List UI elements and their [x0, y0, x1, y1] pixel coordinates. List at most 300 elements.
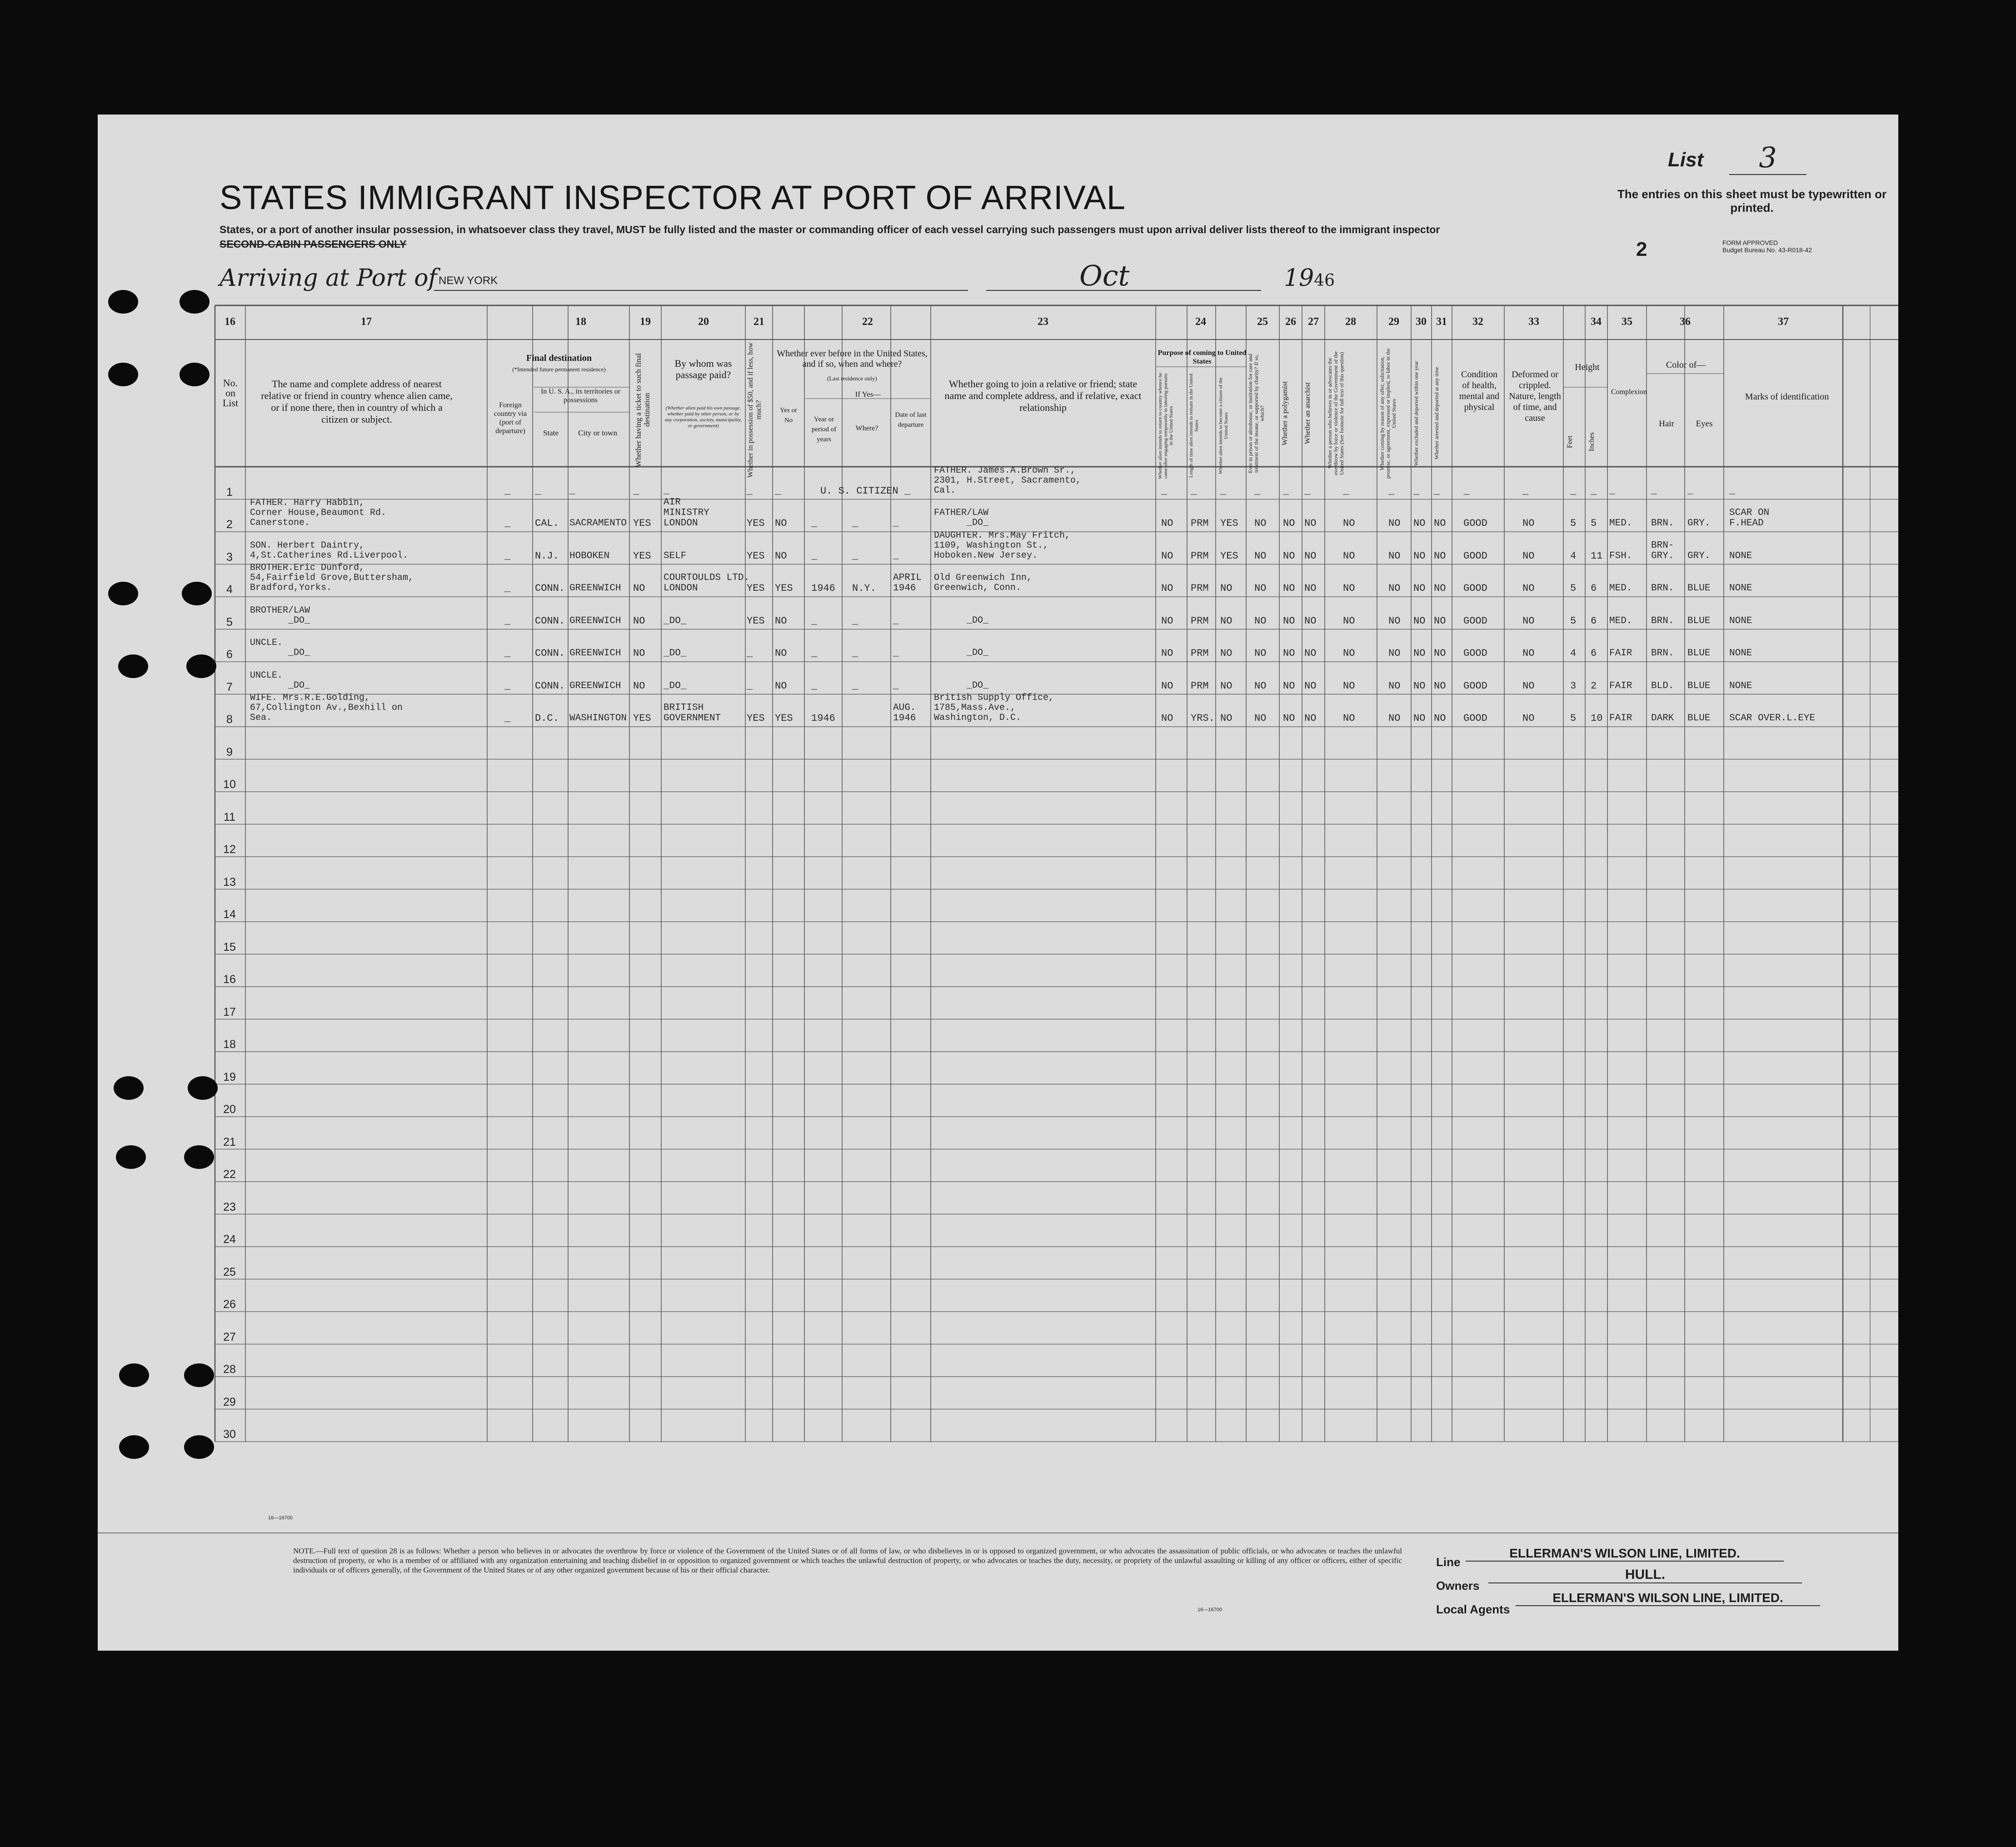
- cell-before-date: _: [893, 680, 899, 691]
- cell-anarchist: NO: [1304, 648, 1317, 659]
- cell-overthrow: NO: [1343, 680, 1355, 692]
- row-number: 18: [223, 1038, 236, 1051]
- cell-height-inches: 6: [1591, 583, 1597, 594]
- header-nearest-relative: The name and complete address of nearest relative or friend in country whence alien came, or if none there, then in country of which a citizen or subject.: [261, 378, 453, 425]
- punch-hole: [184, 1145, 214, 1169]
- cell-polygamist: NO: [1283, 680, 1295, 692]
- cell-dest-city: _: [569, 485, 575, 496]
- cell-marks: NONE: [1729, 680, 1752, 691]
- header-date-departure: Date of last departure: [895, 411, 927, 429]
- cell-passage-paid: SELF: [664, 550, 687, 561]
- cell-nearest-relative: FATHER. Harry Habbin, Corner House,Beaumont Rd. Canerstone.: [250, 498, 387, 528]
- header-ticket: Whether having a ticket to such final destination: [634, 353, 651, 467]
- cell-purpose-citizen: YES: [1220, 550, 1238, 562]
- cell-dest-city: GREENWICH: [569, 583, 621, 594]
- cell-prison: NO: [1254, 615, 1267, 627]
- cell-foreign-country: _: [504, 583, 511, 594]
- header-marks: Marks of identification: [1745, 392, 1829, 402]
- cell-passage-paid: BRITISH GOVERNMENT: [664, 703, 721, 724]
- cell-excluded: NO: [1413, 713, 1426, 724]
- cell-health: GOOD: [1463, 680, 1487, 692]
- cell-labor-offer: NO: [1388, 648, 1401, 659]
- row-number: 28: [223, 1363, 236, 1376]
- local-agents-label: Local Agents: [1436, 1602, 1510, 1616]
- cell-dest-city: SACRAMENTO: [569, 518, 627, 529]
- cell-dest-state: N.J.: [535, 550, 559, 562]
- cell-excluded: NO: [1413, 583, 1426, 594]
- cell-going-to-join: DAUGHTER. Mrs.May Fritch, 1109, Washington St., Hoboken.New Jersey.: [934, 530, 1071, 561]
- row-number: 8: [226, 713, 233, 726]
- row-number: 15: [223, 940, 236, 953]
- cell-passage-paid: _: [664, 485, 669, 496]
- header-excluded: Whether excluded and deported within one year: [1413, 361, 1419, 466]
- cell-polygamist: NO: [1283, 713, 1295, 724]
- form-title: STATES IMMIGRANT INSPECTOR AT PORT OF ARRIVAL: [220, 179, 1126, 216]
- cell-us-citizen-note: U. S. CITIZEN _: [820, 485, 911, 497]
- cell-before-year: _: [811, 680, 818, 692]
- cell-dest-state: CONN.: [535, 615, 565, 627]
- punch-hole: [186, 654, 216, 678]
- cell-purpose-length: PRM: [1191, 583, 1209, 594]
- cell-excluded: NO: [1413, 518, 1426, 529]
- column-number: 28: [1345, 316, 1356, 328]
- header-overthrow: Whether a person who believes in or advocates the overthrow by force or violence of the Government of the United States (See footnote for full text of this question): [1327, 351, 1345, 475]
- column-number: 19: [640, 316, 651, 328]
- cell-deformed: NO: [1522, 518, 1535, 529]
- header-purpose-return: Whether alien intends to return to country whence he came after engaging temporarily in laboring pursuits in the United States: [1158, 373, 1174, 479]
- punch-hole: [119, 1435, 149, 1459]
- cell-polygamist: _: [1283, 485, 1289, 497]
- list-label: List: [1668, 149, 1704, 171]
- cell-dest-state: CONN.: [535, 583, 565, 594]
- cell-health: GOOD: [1463, 518, 1487, 529]
- header-city: City or town: [578, 429, 617, 437]
- cell-eyes: BLUE: [1687, 615, 1711, 626]
- local-agents-value: ELLERMAN'S WILSON LINE, LIMITED.: [1516, 1591, 1820, 1606]
- column-number: 32: [1472, 316, 1483, 328]
- cell-excluded: NO: [1413, 550, 1426, 562]
- row-number: 12: [223, 843, 236, 856]
- cell-complexion: _: [1609, 485, 1615, 496]
- cell-ticket: _: [633, 485, 639, 497]
- cell-before-yes-no: YES: [775, 713, 793, 724]
- column-number: 16: [225, 316, 235, 328]
- cell-eyes: BLUE: [1687, 680, 1711, 691]
- header-yes-or-no: Yes or No: [779, 407, 798, 424]
- cell-foreign-country: _: [504, 615, 511, 627]
- column-number: 35: [1622, 316, 1632, 328]
- cell-before-where: _: [852, 615, 858, 627]
- column-number: 17: [361, 316, 372, 328]
- cell-eyes: BLUE: [1687, 713, 1711, 724]
- cell-prison: NO: [1254, 518, 1267, 529]
- cell-money: YES: [747, 615, 765, 627]
- header-ever-before: Whether ever before in the United States, and if so, when and where?: [777, 349, 928, 369]
- cell-money: _: [747, 648, 753, 659]
- cell-health: GOOD: [1463, 648, 1487, 659]
- cell-prison: NO: [1254, 648, 1267, 659]
- row-number: 30: [223, 1428, 236, 1441]
- cell-labor-offer: _: [1388, 485, 1395, 497]
- cell-before-where: N.Y.: [852, 583, 876, 594]
- cell-before-date: AUG. 1946: [893, 703, 916, 724]
- cell-money: _: [747, 485, 753, 497]
- column-number: 37: [1778, 316, 1789, 328]
- cell-hair: _: [1651, 485, 1657, 496]
- cell-complexion: MED.: [1609, 615, 1632, 626]
- cell-going-to-join: _DO_: [934, 615, 989, 626]
- column-number: 24: [1195, 316, 1206, 328]
- header-where: Where?: [855, 424, 878, 432]
- form-subtitle: States, or a port of another insular possession, in whatsoever class they travel, MUST be fully listed and the master or commanding officer of each vessel carrying such passengers must upon arrival deliver lists thereof to the immigrant inspector: [220, 224, 1440, 235]
- cell-anarchist: NO: [1304, 583, 1317, 594]
- cell-passage-paid: _DO_: [664, 615, 687, 626]
- header-health: Condition of health, mental and physical: [1459, 369, 1500, 412]
- row-number: 11: [224, 810, 235, 824]
- header-passage-paid-note: (Whether alien paid his own passage, whether paid by other person, or by any corporation, society, municipality, or government): [664, 405, 742, 429]
- cell-excluded: NO: [1413, 648, 1426, 659]
- punch-hole: [116, 1145, 146, 1169]
- cell-before-date: _: [893, 518, 899, 529]
- cell-hair: BRN.: [1651, 615, 1674, 626]
- column-number: 20: [698, 316, 709, 328]
- cell-labor-offer: NO: [1388, 518, 1401, 529]
- cell-hair: DARK: [1651, 713, 1674, 724]
- header-complexion: Complexion: [1611, 388, 1647, 396]
- cell-purpose-return: NO: [1161, 615, 1173, 627]
- arriving-label: Arriving at Port of: [220, 265, 437, 292]
- column-number: 30: [1416, 316, 1427, 328]
- header-state: State: [543, 429, 559, 437]
- row-number: 9: [226, 745, 233, 759]
- row-number: 24: [223, 1233, 236, 1246]
- cell-height-feet: _: [1570, 485, 1577, 497]
- cell-labor-offer: NO: [1388, 550, 1401, 562]
- header-eyes: Eyes: [1696, 419, 1713, 429]
- punch-hole: [108, 582, 138, 605]
- header-foreign-country: Foreign country via (port of departure): [494, 401, 527, 435]
- cell-marks: NONE: [1729, 550, 1752, 561]
- cell-before-year: _: [811, 615, 818, 627]
- cell-overthrow: NO: [1343, 615, 1355, 627]
- header-if-yes: If Yes—: [855, 390, 881, 399]
- cell-dest-state: CAL.: [535, 518, 559, 529]
- cell-ticket: NO: [633, 583, 645, 594]
- cell-complexion: MED.: [1609, 583, 1632, 594]
- cell-going-to-join: British Supply Office, 1785,Mass.Ave., Washington, D.C.: [934, 693, 1054, 723]
- header-year: Year or period of years: [811, 416, 837, 443]
- cell-eyes: BLUE: [1687, 583, 1711, 594]
- cell-foreign-country: _: [504, 713, 511, 724]
- header-anarchist: Whether an anarchist: [1304, 382, 1312, 444]
- cell-overthrow: NO: [1343, 648, 1355, 659]
- cell-overthrow: _: [1343, 485, 1349, 497]
- cell-height-inches: 11: [1591, 550, 1603, 562]
- cell-polygamist: NO: [1283, 615, 1295, 627]
- cell-money: YES: [747, 518, 765, 529]
- typewritten-instruction: The entries on this sheet must be typewritten or printed.: [1617, 187, 1887, 215]
- cell-labor-offer: NO: [1388, 615, 1401, 627]
- cell-height-feet: 4: [1570, 648, 1577, 659]
- arrival-month: Oct: [1079, 259, 1130, 292]
- header-labor-offer: Whether coming by reason of any offer, solicitation, promise, or agreement, expressed or implied, to labor in the United States: [1379, 348, 1397, 479]
- cell-before-date: APRIL 1946: [893, 573, 922, 594]
- cell-excluded: _: [1413, 485, 1420, 497]
- cell-purpose-citizen: NO: [1220, 648, 1233, 659]
- cell-height-feet: 5: [1570, 518, 1577, 529]
- column-number: 26: [1285, 316, 1296, 328]
- cell-purpose-return: NO: [1161, 518, 1173, 529]
- header-color: Color of—: [1666, 360, 1706, 370]
- cell-ticket: NO: [633, 615, 645, 627]
- cell-passage-paid: _DO_: [664, 680, 687, 691]
- cell-height-feet: 5: [1570, 615, 1577, 627]
- cell-overthrow: NO: [1343, 583, 1355, 594]
- cell-arrested: NO: [1434, 518, 1446, 529]
- cell-marks: NONE: [1729, 648, 1752, 659]
- cell-foreign-country: _: [504, 680, 511, 692]
- punch-hole: [114, 1076, 144, 1100]
- cell-deformed: _: [1522, 485, 1529, 497]
- cell-purpose-citizen: YES: [1220, 518, 1238, 529]
- cell-foreign-country: _: [504, 550, 511, 562]
- header-in-usa: In U. S. A., its territories or possessions: [540, 388, 621, 404]
- cell-purpose-citizen: NO: [1220, 680, 1233, 692]
- cell-before-year: _: [811, 550, 818, 562]
- cell-dest-state: D.C.: [535, 713, 559, 724]
- cell-passage-paid: COURTOULDS LTD. LONDON: [664, 573, 750, 594]
- cell-before-where: _: [852, 550, 858, 562]
- punch-hole: [108, 290, 138, 314]
- list-number: 3: [1729, 141, 1806, 175]
- cell-arrested: NO: [1434, 713, 1446, 724]
- owners-value: HULL.: [1488, 1567, 1802, 1583]
- row-number: 21: [223, 1135, 236, 1148]
- punch-hole: [180, 290, 210, 314]
- cell-complexion: FSH.: [1609, 550, 1632, 561]
- punch-hole: [118, 654, 148, 678]
- cell-money: _: [747, 680, 753, 692]
- cell-before-year: 1946: [811, 713, 835, 724]
- row-number: 2: [226, 518, 233, 531]
- cell-height-feet: 5: [1570, 713, 1577, 724]
- cell-before-yes-no: NO: [775, 680, 787, 692]
- cell-before-yes-no: YES: [775, 583, 793, 594]
- column-number: 23: [1038, 316, 1048, 328]
- column-number: 18: [575, 316, 586, 328]
- footnote-form-code: 16—16700: [1198, 1607, 1222, 1612]
- line-value: ELLERMAN'S WILSON LINE, LIMITED.: [1466, 1546, 1784, 1562]
- row-number: 16: [223, 973, 236, 986]
- cell-going-to-join: _DO_: [934, 648, 989, 658]
- cell-dest-city: WASHINGTON: [569, 713, 627, 724]
- cell-dest-state: CONN.: [535, 648, 565, 659]
- cell-height-inches: 6: [1591, 648, 1597, 659]
- cell-prison: NO: [1254, 583, 1267, 594]
- cell-hair: BLD.: [1651, 680, 1674, 691]
- row-number: 19: [223, 1070, 236, 1083]
- cell-arrested: NO: [1434, 680, 1446, 692]
- punch-hole: [108, 363, 138, 386]
- cell-marks: NONE: [1729, 615, 1752, 626]
- cell-foreign-country: _: [504, 648, 511, 659]
- cell-hair: BRN.: [1651, 518, 1674, 529]
- cell-complexion: FAIR: [1609, 648, 1632, 659]
- cell-complexion: FAIR: [1609, 680, 1632, 691]
- cell-polygamist: NO: [1283, 518, 1295, 529]
- cell-polygamist: NO: [1283, 648, 1295, 659]
- cell-health: GOOD: [1463, 583, 1487, 594]
- cell-excluded: NO: [1413, 680, 1426, 692]
- footnote-question-28: NOTE.—Full text of question 28 is as follows: Whether a person who believes in or advocates the overthrow by force or violence of the Government of the United States or of all forms of law, or who disbelieves in or is opposed to organized government, or who advocates the assassination of public officials, or who advocates or teaches the unlawful destruction of property, or who is a member of or affiliated with any organization entertaining and teaching disbelief in or opposition to organized government or which teaches the unlawful destruction of property, or who advocates or teaches the duty, necessity, or propriety of the unlawful assaulting or killing of any officer or officers, either of specific individuals or of officers generally, of the Government of the United States or of any other organized government because of his or their official character.: [293, 1547, 1402, 1574]
- header-purpose-citizen: Whether alien intends to become a citizen of the United States: [1218, 377, 1229, 474]
- cell-anarchist: NO: [1304, 615, 1317, 627]
- column-number: 33: [1528, 316, 1539, 328]
- cell-nearest-relative: UNCLE. _DO_: [250, 638, 310, 658]
- punch-hole: [180, 363, 210, 386]
- row-number: 29: [223, 1395, 236, 1408]
- cell-height-inches: 10: [1591, 713, 1603, 724]
- cell-health: _: [1463, 485, 1470, 497]
- cell-height-feet: 3: [1570, 680, 1577, 692]
- header-final-destination-sub: (*Intended future permanent residence): [512, 366, 606, 373]
- cell-deformed: NO: [1522, 550, 1535, 562]
- cell-hair: BRN- GRY.: [1651, 540, 1674, 561]
- arrival-year: 1946: [1284, 265, 1335, 292]
- punch-hole: [182, 582, 212, 605]
- header-no-on-list: No. on List: [222, 377, 239, 409]
- cell-purpose-return: NO: [1161, 583, 1173, 594]
- cell-eyes: GRY.: [1687, 550, 1711, 561]
- cell-going-to-join: FATHER/LAW _DO_: [934, 508, 989, 528]
- row-number: 27: [223, 1330, 236, 1343]
- cell-before-yes-no: NO: [775, 648, 787, 659]
- cell-prison: NO: [1254, 550, 1267, 562]
- cell-polygamist: NO: [1283, 583, 1295, 594]
- cell-height-inches: 5: [1591, 518, 1597, 529]
- cell-purpose-length: PRM: [1191, 615, 1209, 627]
- cell-marks: SCAR ON F.HEAD: [1729, 508, 1770, 529]
- cell-purpose-return: NO: [1161, 648, 1173, 659]
- column-number: 22: [862, 316, 873, 328]
- cell-height-inches: 6: [1591, 615, 1597, 627]
- row-number: 17: [223, 1005, 236, 1018]
- cell-prison: _: [1254, 485, 1261, 497]
- cell-before-year: _: [811, 648, 818, 659]
- cell-nearest-relative: BROTHER/LAW _DO_: [250, 605, 310, 626]
- column-number: 36: [1680, 316, 1691, 328]
- row-number: 10: [223, 778, 236, 791]
- header-purpose: Purpose of coming to United States: [1158, 349, 1247, 365]
- passenger-class: SECOND-CABIN PASSENGERS ONLY: [220, 238, 407, 250]
- cell-ticket: NO: [633, 648, 645, 659]
- cell-hair: BRN.: [1651, 583, 1674, 594]
- cell-deformed: NO: [1522, 680, 1535, 692]
- header-hair: Hair: [1659, 419, 1674, 429]
- cell-before-where: _: [852, 518, 858, 529]
- cell-overthrow: NO: [1343, 518, 1355, 529]
- form-code: 16—16700: [268, 1515, 293, 1521]
- cell-labor-offer: NO: [1388, 713, 1401, 724]
- cell-purpose-length: _: [1191, 485, 1197, 497]
- cell-foreign-country: _: [504, 518, 511, 529]
- row-number: 25: [223, 1265, 236, 1278]
- cell-hair: BRN.: [1651, 648, 1674, 659]
- cell-marks: NONE: [1729, 583, 1752, 594]
- cell-anarchist: NO: [1304, 680, 1317, 692]
- header-polygamist: Whether a polygamist: [1281, 381, 1289, 446]
- cell-before-date: _: [893, 615, 899, 626]
- cell-ticket: YES: [633, 713, 651, 724]
- cell-arrested: NO: [1434, 583, 1446, 594]
- cell-arrested: NO: [1434, 615, 1446, 627]
- header-money: Whether in possession of $50, and if less, how much?: [747, 342, 763, 478]
- cell-health: GOOD: [1463, 615, 1487, 627]
- punch-hole: [184, 1435, 214, 1459]
- cell-purpose-length: YRS.: [1191, 713, 1215, 724]
- cell-purpose-citizen: NO: [1220, 615, 1233, 627]
- cell-before-year: 1946: [811, 583, 835, 594]
- cell-nearest-relative: SON. Herbert Daintry, 4,St.Catherines Rd.Liverpool.: [250, 540, 409, 561]
- row-number: 7: [226, 680, 233, 694]
- cell-dest-city: GREENWICH: [569, 615, 621, 626]
- column-number: 27: [1308, 316, 1319, 328]
- row-number: 3: [226, 550, 233, 564]
- owners-label: Owners: [1436, 1579, 1480, 1592]
- cell-dest-city: GREENWICH: [569, 680, 621, 691]
- cell-anarchist: NO: [1304, 713, 1317, 724]
- cell-arrested: NO: [1434, 648, 1446, 659]
- cell-labor-offer: NO: [1388, 680, 1401, 692]
- cell-height-inches: 2: [1591, 680, 1597, 692]
- cell-before-year: _: [811, 518, 818, 529]
- cell-health: GOOD: [1463, 713, 1487, 724]
- row-number: 26: [223, 1298, 236, 1311]
- cell-purpose-return: NO: [1161, 550, 1173, 562]
- row-number: 4: [226, 583, 233, 596]
- header-prison: Ever in prison or almshouse, or institution for care and treatment of the insane, or supported by charity? If so, which?: [1247, 354, 1265, 473]
- cell-deformed: NO: [1522, 583, 1535, 594]
- cell-purpose-length: PRM: [1191, 550, 1209, 562]
- cell-before-yes-no: NO: [775, 550, 787, 562]
- header-feet: Feet: [1566, 435, 1574, 448]
- arrival-port: NEW YORK: [439, 275, 498, 287]
- cell-eyes: _: [1687, 485, 1693, 496]
- cell-height-inches: _: [1591, 485, 1597, 497]
- row-number: 20: [223, 1103, 236, 1116]
- header-ever-before-sub: (Last residence only): [827, 375, 877, 382]
- cell-dest-city: HOBOKEN: [569, 550, 610, 561]
- form-approved: FORM APPROVED Budget Bureau No. 43-R018-42: [1722, 239, 1812, 254]
- row-number: 1: [226, 485, 233, 499]
- cell-prison: NO: [1254, 680, 1267, 692]
- column-number: 25: [1257, 316, 1268, 328]
- row-number: 14: [223, 908, 236, 921]
- header-final-destination: Final destination: [526, 353, 592, 363]
- cell-ticket: NO: [633, 680, 645, 692]
- cell-nearest-relative: BROTHER.Eric Dunford, 54,Fairfield Grove,Buttersham, Bradford,Yorks.: [250, 563, 414, 593]
- cell-money: YES: [747, 583, 765, 594]
- cell-anarchist: NO: [1304, 550, 1317, 562]
- cell-overthrow: NO: [1343, 550, 1355, 562]
- cell-purpose-return: NO: [1161, 680, 1173, 692]
- cell-money: YES: [747, 713, 765, 724]
- cell-dest-city: GREENWICH: [569, 648, 621, 659]
- punch-hole: [184, 1363, 214, 1387]
- cell-nearest-relative: UNCLE. _DO_: [250, 670, 310, 691]
- header-purpose-length: Length of time alien intends to remain in the United States: [1188, 374, 1199, 478]
- row-number: 22: [223, 1168, 236, 1181]
